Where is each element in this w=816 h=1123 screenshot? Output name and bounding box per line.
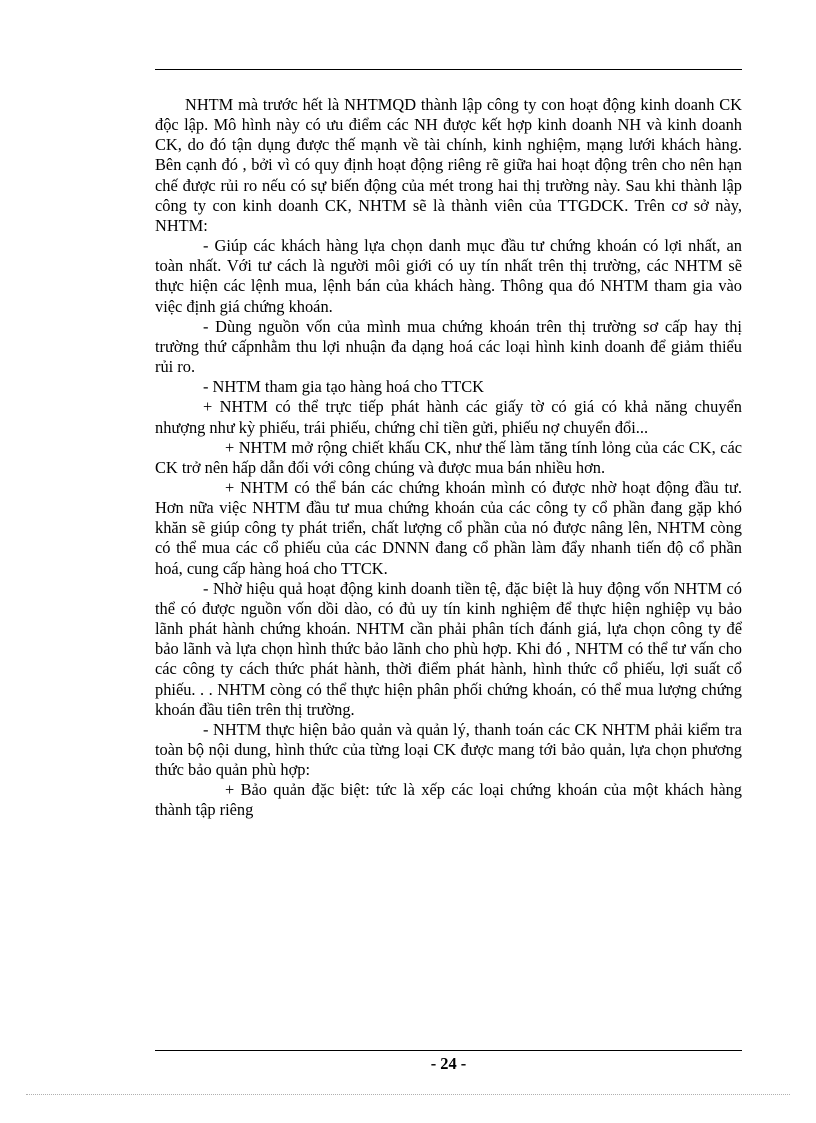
paragraph-create-goods: - NHTM tham gia tạo hàng hoá cho TTCK xyxy=(203,377,485,397)
paragraph-underwriting: - Nhờ hiệu quả hoạt động kinh doanh tiền tệ, đặc biệt là huy động vốn NHTM có thể có được nguồn vốn dồi dào, có đủ uy tín kinh nghiệm để thực hiện nghiệp vụ bảo lãnh phát hành chứng khoán. NHTM cần phải phân tích đánh giá, lựa chọn công ty để bảo lãnh và lựa chọn hình thức bảo lãnh cho phù hợp. Khi đó , NHTM có thể tư vấn cho các công ty cách thức phát hành, thời điểm phát hành, hình thức cổ phiếu, lợi suất cổ phiếu. . . NHTM còng có thể thực hiện phân phối chứng khoán, có thể mua lượng chứng khoán đầu tiên trên thị trường. xyxy=(155,578,742,719)
document-body xyxy=(155,95,742,821)
paragraph-issue-papers: + NHTM có thể trực tiếp phát hành các giấy tờ có giá có khả năng chuyển nhượng như kỳ phiếu, trái phiếu, chứng chỉ tiền gửi, phiếu nợ chuyển đổi... xyxy=(155,397,742,437)
paragraph-special-custody: + Bảo quản đặc biệt: tức là xếp các loại chứng khoán của một khách hàng thành tập riêng xyxy=(155,780,742,820)
page-number: - 24 - xyxy=(430,1054,467,1073)
header-rule xyxy=(155,69,742,70)
footer-rule xyxy=(155,1050,742,1051)
paragraph-intro: NHTM mà trước hết là NHTMQD thành lập công ty con hoạt động kinh doanh CK độc lập. Mô hình này có ưu điểm các NH được kết hợp kinh doanh NH và kinh doanh CK, do đó tận dụng được thế mạnh về tài chính, kinh nghiệm, mạng lưới khách hàng. Bên cạnh đó , bởi vì có quy định hoạt động riêng rẽ giữa hai hoạt động trên cho nên hạn chế được rủi ro nếu có sự biến động của mét trong hai thị trường này. Sau khi thành lập công ty con kinh doanh CK, NHTM sẽ là thành viên của TTGDCK. Trên cơ sở này, NHTM: xyxy=(155,95,742,235)
paragraph-sell-securities: + NHTM có thể bán các chứng khoán mình có được nhờ hoạt động đầu tư. Hơn nữa việc NHTM đầu tư mua chứng khoán của các công ty cổ phần đang gặp khó khăn sẽ giúp công ty phát triển, chất lượng cổ phần của nó được nâng lên, NHTM còng có thể mua các cổ phiếu của các DNNN đang cổ phần làm đẩy nhanh tiến độ cổ phần hoá, cung cấp hàng hoá cho TTCK. xyxy=(155,477,742,578)
paragraph-own-capital: - Dùng nguồn vốn của mình mua chứng khoán trên thị trường sơ cấp hay thị trường thứ cấpnhằm thu lợi nhuận đa dạng hoá các loại hình kinh doanh để giảm thiểu rủi ro. xyxy=(155,316,742,377)
paragraph-discount: + NHTM mở rộng chiết khấu CK, như thế làm tăng tính lỏng của các CK, các CK trở nên hấp dẫn đối với công chúng và được mua bán nhiều hơn. xyxy=(155,437,742,477)
paragraph-advise-clients: - Giúp các khách hàng lựa chọn danh mục đầu tư chứng khoán có lợi nhất, an toàn nhất. Với tư cách là người môi giới có uy tín nhất trên thị trường, các NHTM sẽ thực hiện các lệnh mua, lệnh bán của khách hàng. Thông qua đó NHTM tham gia vào việc định giá chứng khoán. xyxy=(155,236,742,316)
page-edge-divider xyxy=(26,1094,790,1095)
paragraph-custody: - NHTM thực hiện bảo quản và quản lý, thanh toán các CK NHTM phải kiểm tra toàn bộ nội dung, hình thức của từng loại CK được mang tới bảo quản, lựa chọn phương thức bảo quản phù hợp: xyxy=(155,719,742,780)
